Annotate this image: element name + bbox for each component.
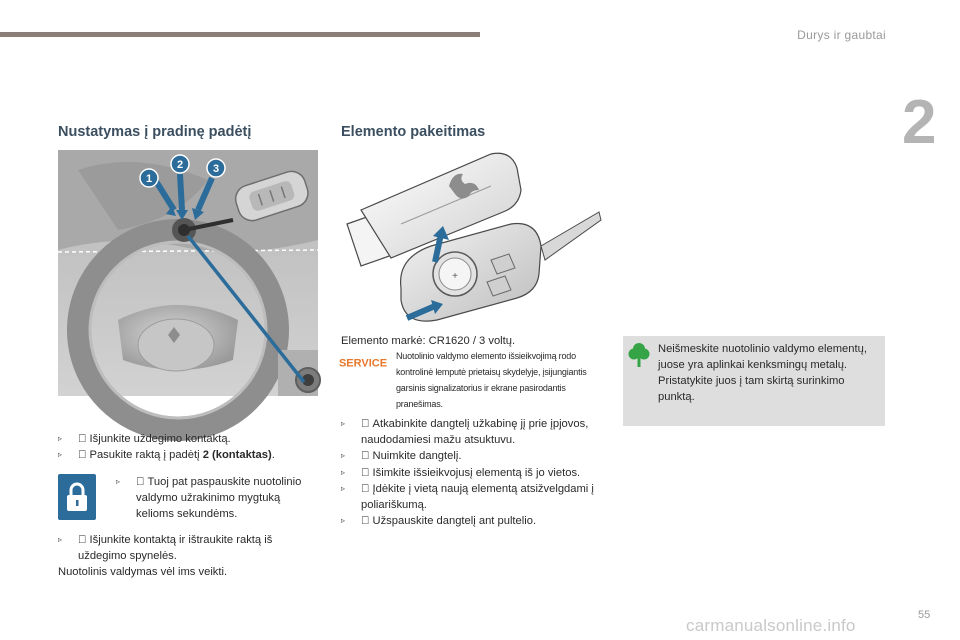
step-text: Įdėkite į vietą naują elementą atsižvelgdami į poliariškumą.	[361, 482, 594, 512]
list-item	[341, 481, 613, 513]
bullet-arrow-icon: ▹	[341, 516, 346, 526]
ignition-photo	[58, 150, 318, 396]
step-text: Išjunkite uždegimo kontaktą.	[89, 433, 231, 445]
bullet-arrow-icon: ▹	[58, 535, 63, 544]
callout-2: 2	[176, 159, 184, 171]
bullet-arrow-icon: ▹	[116, 477, 121, 486]
top-bar	[0, 32, 480, 37]
lock-icon	[58, 474, 96, 520]
list-item	[58, 431, 323, 447]
callout-1: 1	[145, 173, 153, 185]
list-item	[58, 447, 323, 463]
bullet-arrow-icon: ▹	[341, 451, 346, 461]
reset-note: Nuotolinis valdymas vėl ims veikti.	[58, 566, 228, 578]
battery-steps	[341, 416, 613, 529]
reset-steps-2	[58, 532, 323, 564]
lock-info-label: Tuoj pat paspauskite nuotolinio valdymo užrakinimo mygtuką kelioms sekundėms.	[136, 476, 302, 521]
ignition-illustration	[58, 150, 318, 396]
svg-text:+: +	[452, 271, 458, 282]
chapter-number: 2	[902, 88, 937, 157]
environment-note-box	[623, 336, 885, 426]
section-title-reset: Nustatymas į pradinę padėtį	[58, 124, 252, 140]
step-text: Nuimkite dangtelį.	[372, 450, 462, 463]
chapter-title: Durys ir gaubtai	[797, 28, 886, 42]
key-battery-illustration	[341, 150, 603, 332]
bullet-arrow-icon: ▹	[341, 483, 346, 493]
list-item	[341, 416, 613, 448]
watermark: carmanualsonline.info	[686, 616, 856, 635]
step-text: Užspauskite dangtelį ant pultelio.	[372, 515, 537, 528]
step-bold-text: 2 (kontaktas)	[202, 449, 272, 462]
step-text: Pasukite raktą į padėtį	[89, 449, 203, 462]
step-text: Išimkite išsieikvojusį elementą iš jo vietos.	[372, 466, 581, 479]
bullet-arrow-icon: ▹	[341, 467, 346, 477]
lock-info-box	[58, 474, 320, 524]
step-text: Išjunkite kontaktą ir ištraukite raktą iš uždegimo spynelės.	[78, 534, 273, 563]
bullet-arrow-icon: ▹	[58, 450, 63, 460]
bullet-arrow-icon: ▹	[58, 434, 63, 443]
list-item	[341, 465, 613, 481]
environment-note-text: Neišmeskite nuotolinio valdymo elementų, juose yra aplinkai kenksmingų metalų. Pristatykite juos į tam skirtą surinkimo punktą.	[658, 343, 867, 403]
section-title-battery: Elemento pakeitimas	[341, 124, 486, 140]
page-number: 55	[918, 609, 931, 621]
step-tail: .	[271, 449, 275, 462]
service-label: SERVICE	[338, 357, 388, 370]
reset-steps-1	[58, 431, 323, 463]
bullet-arrow-icon: ▹	[341, 419, 346, 428]
service-warning-text: Nuotolinio valdymo elemento išsieikvojimą rodo kontrolinė lemputė prietaisų skydelyje, įsijungiantis garsinis signalizatorius ir ekrane pasirodantis pranešimas.	[396, 351, 587, 409]
tree-icon	[628, 342, 650, 368]
list-item	[341, 448, 613, 464]
list-item	[341, 513, 613, 529]
lock-info-text	[116, 474, 316, 523]
step-text: Atkabinkite dangtelį užkabinę jį prie įpjovos, naudodamiesi mažu atsuktuvu.	[361, 418, 589, 447]
service-icon	[338, 355, 388, 370]
callout-3: 3	[212, 163, 220, 175]
battery-spec: Elemento markė: CR1620 / 3 voltų.	[341, 335, 516, 347]
list-item	[58, 532, 323, 564]
